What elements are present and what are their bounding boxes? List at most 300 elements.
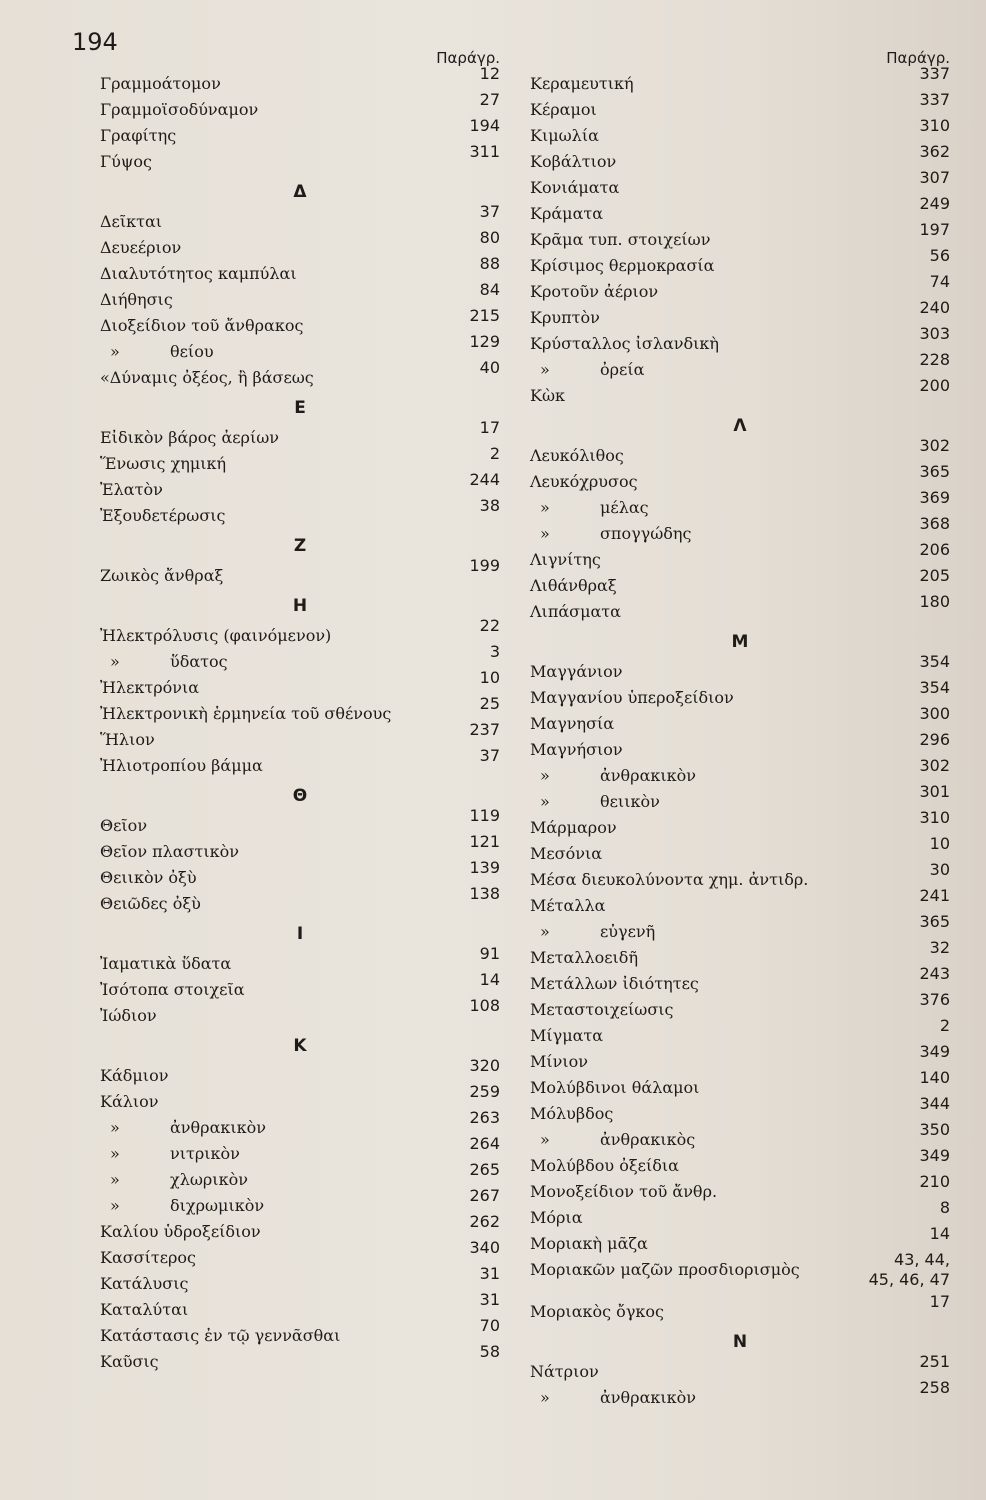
index-entry [530, 168, 950, 200]
ditto-mark: » [110, 1118, 120, 1137]
entry-term-text: Μαγνήσιον [530, 740, 623, 759]
paragraph-number [919, 168, 950, 187]
index-subentry [100, 1160, 500, 1192]
index-entry [530, 886, 950, 918]
entry-term-text: Γραμμοϊσοδύναμον [100, 100, 259, 119]
paragraph-number-line: 32 [929, 938, 950, 957]
paragraph-number [919, 142, 950, 161]
paragraph-number-line: 40 [479, 358, 500, 377]
entry-term-text: Θεῖον [100, 816, 148, 835]
entry-term-text: Κράματα [530, 204, 604, 223]
index-entry [530, 652, 950, 684]
index-entry [100, 944, 500, 976]
paragraph-number [919, 116, 950, 135]
entry-term [100, 74, 221, 93]
paragraph-number [469, 332, 500, 351]
entry-term [530, 152, 616, 171]
entry-term [100, 816, 147, 835]
entry-term-text: χλωρικὸν [170, 1170, 248, 1189]
paragraph-number-line: 140 [919, 1068, 950, 1087]
paragraph-number-line: 320 [469, 1056, 500, 1075]
paragraph-number-line: 310 [919, 116, 950, 135]
entry-term [540, 1388, 696, 1407]
index-entry [530, 64, 950, 96]
entry-term-text: Λευκόλιθος [530, 446, 624, 465]
entry-term [100, 566, 223, 585]
paragraph-number [480, 1264, 500, 1283]
entry-term-text: Νάτριον [530, 1362, 599, 1381]
index-entry [100, 884, 500, 916]
entry-term [530, 100, 597, 119]
entry-term-text: Ἐλατὸν [100, 480, 163, 499]
index-subentry [100, 1186, 500, 1218]
entry-term [110, 1196, 264, 1215]
paragraph-number-line: 300 [919, 704, 950, 723]
entry-term-text: Διαλυτότητος καμπύλαι [100, 264, 297, 283]
entry-term [110, 1170, 248, 1189]
paragraph-number-line: 296 [919, 730, 950, 749]
paragraph-number-line: 237 [469, 720, 500, 739]
paragraph-number [919, 540, 950, 559]
entry-term [100, 290, 173, 309]
paragraph-number [919, 436, 950, 455]
paragraph-number-line: 119 [469, 806, 500, 825]
paragraph-number [469, 1186, 500, 1205]
paragraph-number-line: 8 [939, 1198, 950, 1217]
index-subentry [530, 350, 950, 382]
entry-term [530, 740, 623, 759]
index-entry [100, 418, 500, 450]
entry-term-text: Μονοξείδιον τοῦ ἄνθρ. [530, 1182, 718, 1201]
paragraph-number [919, 1172, 950, 1191]
paragraph-number-line: 310 [919, 808, 950, 827]
entry-term-text: Κασσίτερος [100, 1248, 197, 1267]
paragraph-number [919, 1120, 950, 1139]
section-letter: Δ [293, 182, 307, 202]
paragraph-number-line: 228 [919, 350, 950, 369]
entry-term-text: Μεταλλοειδῆ [530, 948, 639, 967]
entry-term-text: Κὼκ [530, 386, 565, 405]
paragraph-number [490, 642, 500, 661]
entry-term-text: Λιγνίτης [530, 550, 601, 569]
index-entry [530, 1352, 950, 1384]
entry-term [100, 1352, 159, 1371]
index-entry [530, 436, 950, 468]
index-entry [100, 806, 500, 838]
entry-term-text: Μαγγανίου ὑπεροξείδιον [530, 688, 734, 707]
index-entry [530, 142, 950, 174]
entry-term [110, 342, 214, 361]
paragraph-number [869, 1250, 950, 1290]
paragraph-number [919, 194, 950, 213]
paragraph-number-line: 200 [919, 376, 950, 395]
entry-term-text: Κρυπτὸν [530, 308, 600, 327]
entry-term-text: Μετάλλων ἰδιότητες [530, 974, 699, 993]
entry-term-text: Θειικὸν ὀξὺ [100, 868, 197, 887]
index-entry [530, 990, 950, 1022]
index-entry [530, 1172, 950, 1204]
section-letter-heading [530, 624, 950, 658]
entry-term-text: ἀνθρακικὸν [600, 766, 697, 785]
entry-term [100, 730, 155, 749]
index-entry [100, 116, 500, 148]
entry-term-text: Διοξείδιον τοῦ ἄνθρακος [100, 316, 304, 335]
paragraph-number [919, 324, 950, 343]
entry-term-text: Κάδμιον [100, 1066, 169, 1085]
index-entry [100, 1056, 500, 1088]
index-entry [100, 1342, 500, 1374]
paragraph-number [469, 832, 500, 851]
entry-term-text: Κατάστασις ἐν τῷ γεννᾶσθαι [100, 1326, 341, 1345]
paragraph-number [930, 834, 950, 853]
entry-term [530, 126, 599, 145]
paragraph-number-line: 37 [479, 202, 500, 221]
entry-term-text: θειικὸν [600, 792, 660, 811]
paragraph-number [469, 806, 500, 825]
paragraph-number [469, 142, 500, 161]
entry-term [540, 360, 644, 379]
entry-term [530, 1182, 717, 1201]
index-entry [100, 720, 500, 752]
index-entry [530, 678, 950, 710]
paragraph-number-line: 38 [479, 496, 500, 515]
paragraph-number [469, 1238, 500, 1257]
entry-term [110, 652, 228, 671]
entry-term-text: Μοριακὸς ὄγκος [530, 1302, 664, 1321]
left-index-column [100, 40, 500, 1374]
index-entry [530, 1292, 950, 1324]
ditto-mark: » [540, 498, 550, 517]
paragraph-number [919, 964, 950, 983]
entry-term [530, 844, 602, 863]
paragraph-number-line: 249 [919, 194, 950, 213]
paragraph-number [480, 668, 500, 687]
index-entry [530, 1042, 950, 1074]
entry-term [100, 704, 391, 723]
paragraph-number-line: 267 [469, 1186, 500, 1205]
entry-term-text: Μάρμαρον [530, 818, 617, 837]
paragraph-number-line: 354 [919, 678, 950, 697]
entry-term-text: Μεσόνια [530, 844, 603, 863]
paragraph-number-line: 2 [489, 444, 500, 463]
paragraph-number-line: 80 [479, 228, 500, 247]
paragraph-number-line: 243 [919, 964, 950, 983]
paragraph-number [940, 1016, 950, 1035]
entry-term [530, 974, 699, 993]
index-entry [100, 668, 500, 700]
paragraph-number-line: 45, 46, 47 [868, 1270, 950, 1289]
paragraph-number-line: 340 [469, 1238, 500, 1257]
paragraph-number-line: 365 [919, 462, 950, 481]
paragraph-number-line: 258 [919, 1378, 950, 1397]
ditto-mark: » [540, 792, 550, 811]
ditto-mark: » [540, 360, 550, 379]
entry-term-text: Διήθησις [100, 290, 173, 309]
entry-term [100, 626, 331, 645]
paragraph-number-line: 354 [919, 652, 950, 671]
entry-term [530, 74, 634, 93]
entry-term-text: Δεῖκται [100, 212, 163, 231]
section-letter-heading [100, 174, 500, 208]
ditto-mark: » [110, 652, 120, 671]
paragraph-number [930, 860, 950, 879]
paragraph-number [469, 1082, 500, 1101]
index-entry [530, 1068, 950, 1100]
index-entry [530, 860, 950, 892]
paragraph-number [930, 1224, 950, 1243]
ditto-mark: » [540, 1388, 550, 1407]
entry-term-text: Κατάλυσις [100, 1274, 189, 1293]
entry-term [100, 954, 231, 973]
paragraph-number [469, 556, 500, 575]
entry-term [100, 152, 152, 171]
paragraph-number [919, 678, 950, 697]
paragraph-number [919, 1146, 950, 1165]
entry-term [530, 896, 605, 915]
entry-term [530, 1156, 679, 1175]
paragraph-number [919, 64, 950, 83]
paragraph-number-line: 197 [919, 220, 950, 239]
index-entry [100, 202, 500, 234]
entry-term [100, 1248, 196, 1267]
paragraph-number-line: 241 [919, 886, 950, 905]
entry-term [530, 472, 638, 491]
entry-term [530, 256, 714, 275]
entry-term [100, 126, 176, 145]
paragraph-number [480, 694, 500, 713]
paragraph-number-line: 344 [919, 1094, 950, 1113]
column-header: Παράγρ. [886, 49, 950, 67]
index-entry [530, 704, 950, 736]
paragraph-number-line: 138 [469, 884, 500, 903]
entry-term [540, 524, 691, 543]
section-letter: Λ [733, 416, 747, 436]
entry-term [100, 842, 239, 861]
ditto-mark: » [110, 1196, 120, 1215]
paragraph-number-line: 206 [919, 540, 950, 559]
paragraph-number [469, 1212, 500, 1231]
ditto-mark: » [110, 342, 120, 361]
paragraph-number-line: 365 [919, 912, 950, 931]
paragraph-number [480, 1342, 500, 1361]
entry-term [530, 550, 601, 569]
section-letter: Ι [296, 924, 304, 944]
index-entry [100, 280, 500, 312]
entry-term [530, 178, 619, 197]
entry-term [530, 446, 624, 465]
entry-term [540, 922, 655, 941]
paragraph-number [480, 970, 500, 989]
paragraph-number-line: 12 [479, 64, 500, 83]
paragraph-number [480, 228, 500, 247]
paragraph-number-line: 376 [919, 990, 950, 1009]
paragraph-number-line: 37 [479, 746, 500, 765]
index-subentry [530, 1120, 950, 1152]
index-entry [100, 970, 500, 1002]
column-header: Παράγρ. [436, 49, 500, 67]
paragraph-number [919, 1094, 950, 1113]
index-subentry [530, 782, 950, 814]
index-entry [530, 566, 950, 598]
paragraph-number [919, 1378, 950, 1397]
index-subentry [530, 514, 950, 546]
entry-term [100, 678, 199, 697]
index-subentry [100, 332, 500, 364]
entry-term-text: Κιμωλία [530, 126, 599, 145]
index-entry [530, 964, 950, 996]
paragraph-number-line: 17 [479, 418, 500, 437]
entry-term-text: νιτρικὸν [170, 1144, 240, 1163]
section-letter: Κ [293, 1036, 307, 1056]
paragraph-number-line: 139 [469, 858, 500, 877]
paragraph-number-line: 302 [919, 436, 950, 455]
entry-term-text: Καῦσις [100, 1352, 159, 1371]
paragraph-number-line: 129 [469, 332, 500, 351]
paragraph-number-line: 194 [469, 116, 500, 135]
index-entry [100, 746, 500, 778]
paragraph-number-line: 108 [469, 996, 500, 1015]
paragraph-number-line: 31 [479, 1290, 500, 1309]
paragraph-number [930, 1292, 950, 1311]
entry-term [530, 1208, 583, 1227]
paragraph-number-line: 22 [479, 616, 500, 635]
left-entries [100, 64, 500, 1374]
index-entry [530, 592, 950, 624]
entry-term [100, 316, 303, 335]
index-entry [100, 228, 500, 260]
index-entry [100, 358, 500, 390]
entry-term-text: μέλας [600, 498, 649, 517]
paragraph-number-line: 74 [929, 272, 950, 291]
entry-term-text: «Δύναμις ὀξέος, ἢ βάσεως [100, 368, 314, 387]
index-entry [100, 616, 500, 648]
entry-term [100, 1006, 157, 1025]
paragraph-number [469, 116, 500, 135]
entry-term-text: Κάλιον [100, 1092, 159, 1111]
section-letter: Ζ [293, 536, 307, 556]
entry-term-text: Δευεέριον [100, 238, 182, 257]
entry-term-text: Καταλύται [100, 1300, 189, 1319]
index-entry [530, 220, 950, 252]
paragraph-number-line: 30 [929, 860, 950, 879]
paragraph-number-line: 31 [479, 1264, 500, 1283]
paragraph-number-line: 244 [469, 470, 500, 489]
entry-term-text: Ἠλεκτρόνια [100, 678, 200, 697]
entry-term-text: Ἰώδιον [100, 1006, 157, 1025]
paragraph-number [480, 746, 500, 765]
entry-term [530, 1104, 613, 1123]
entry-term [530, 204, 603, 223]
entry-term [100, 264, 297, 283]
paragraph-number-line: 210 [919, 1172, 950, 1191]
entry-term [100, 100, 258, 119]
paragraph-number [469, 720, 500, 739]
entry-term-text: Ζωικὸς ἄνθραξ [100, 566, 224, 585]
paragraph-number [919, 566, 950, 585]
paragraph-number-line: 10 [929, 834, 950, 853]
index-entry [100, 1316, 500, 1348]
paragraph-number [469, 470, 500, 489]
paragraph-number [919, 462, 950, 481]
entry-term [540, 498, 649, 517]
paragraph-number [930, 272, 950, 291]
paragraph-number [919, 990, 950, 1009]
index-entry [100, 1212, 500, 1244]
paragraph-number [930, 246, 950, 265]
paragraph-number-line: 301 [919, 782, 950, 801]
entry-term [530, 308, 600, 327]
paragraph-number [919, 1068, 950, 1087]
entry-term-text: Μολύβδινοι θάλαμοι [530, 1078, 700, 1097]
section-letter-heading [100, 778, 500, 812]
paragraph-number-line: 199 [469, 556, 500, 575]
entry-term-text: εὐγενῆ [600, 922, 656, 941]
paragraph-number [469, 1134, 500, 1153]
index-entry [100, 470, 500, 502]
paragraph-number [940, 1198, 950, 1217]
paragraph-number-line: 265 [469, 1160, 500, 1179]
paragraph-number [469, 996, 500, 1015]
paragraph-number-line: 121 [469, 832, 500, 851]
entry-term-text: Μέταλλα [530, 896, 606, 915]
index-entry [530, 462, 950, 494]
index-entry [100, 1082, 500, 1114]
entry-term [530, 662, 622, 681]
paragraph-number [919, 376, 950, 395]
entry-term [100, 756, 263, 775]
entry-term-text: Κροτοῦν ἀέριον [530, 282, 659, 301]
entry-term-text: Ἠλεκτρόλυσις (φαινόμενον) [100, 626, 332, 645]
entry-term [100, 1326, 340, 1345]
paragraph-number-line: 369 [919, 488, 950, 507]
paragraph-number-line: 262 [469, 1212, 500, 1231]
section-letter: Η [292, 596, 308, 616]
section-letter: Μ [731, 632, 749, 652]
entry-term-text: Θεῖον πλαστικὸν [100, 842, 239, 861]
paragraph-number-line: 180 [919, 592, 950, 611]
entry-term [530, 1052, 588, 1071]
entry-term-text: Μοριακὴ μᾶζα [530, 1234, 648, 1253]
entry-term-text: διχρωμικὸν [170, 1196, 265, 1215]
paragraph-number-line: 17 [929, 1292, 950, 1311]
paragraph-number [480, 254, 500, 273]
entry-term-text: Λιπάσματα [530, 602, 621, 621]
ditto-mark: » [110, 1170, 120, 1189]
entry-term-text: Θειῶδες ὀξὺ [100, 894, 201, 913]
entry-term-text: Μέσα διευκολύνοντα χημ. ἀντιδρ. [530, 870, 809, 889]
entry-term-text: Γύψος [100, 152, 152, 171]
paragraph-number [919, 350, 950, 369]
index-entry [100, 556, 500, 588]
entry-term [530, 1302, 664, 1321]
entry-term [100, 1092, 159, 1111]
entry-term [100, 368, 314, 387]
entry-term [530, 1078, 699, 1097]
entry-term [530, 576, 617, 595]
entry-term [530, 948, 638, 967]
entry-term [530, 714, 614, 733]
ditto-mark: » [540, 524, 550, 543]
index-entry [530, 272, 950, 304]
paragraph-number-line: 350 [919, 1120, 950, 1139]
paragraph-number [480, 1290, 500, 1309]
entry-term-text: Κρᾶμα τυπ. στοιχείων [530, 230, 711, 249]
paragraph-number-line: 349 [919, 1146, 950, 1165]
entry-term-text: ἀνθρακικὸν [600, 1388, 697, 1407]
entry-term [530, 386, 565, 405]
entry-term-text: Εἰδικὸν βάρος ἀερίων [100, 428, 279, 447]
entry-term-text: Γραμμοάτομον [100, 74, 221, 93]
